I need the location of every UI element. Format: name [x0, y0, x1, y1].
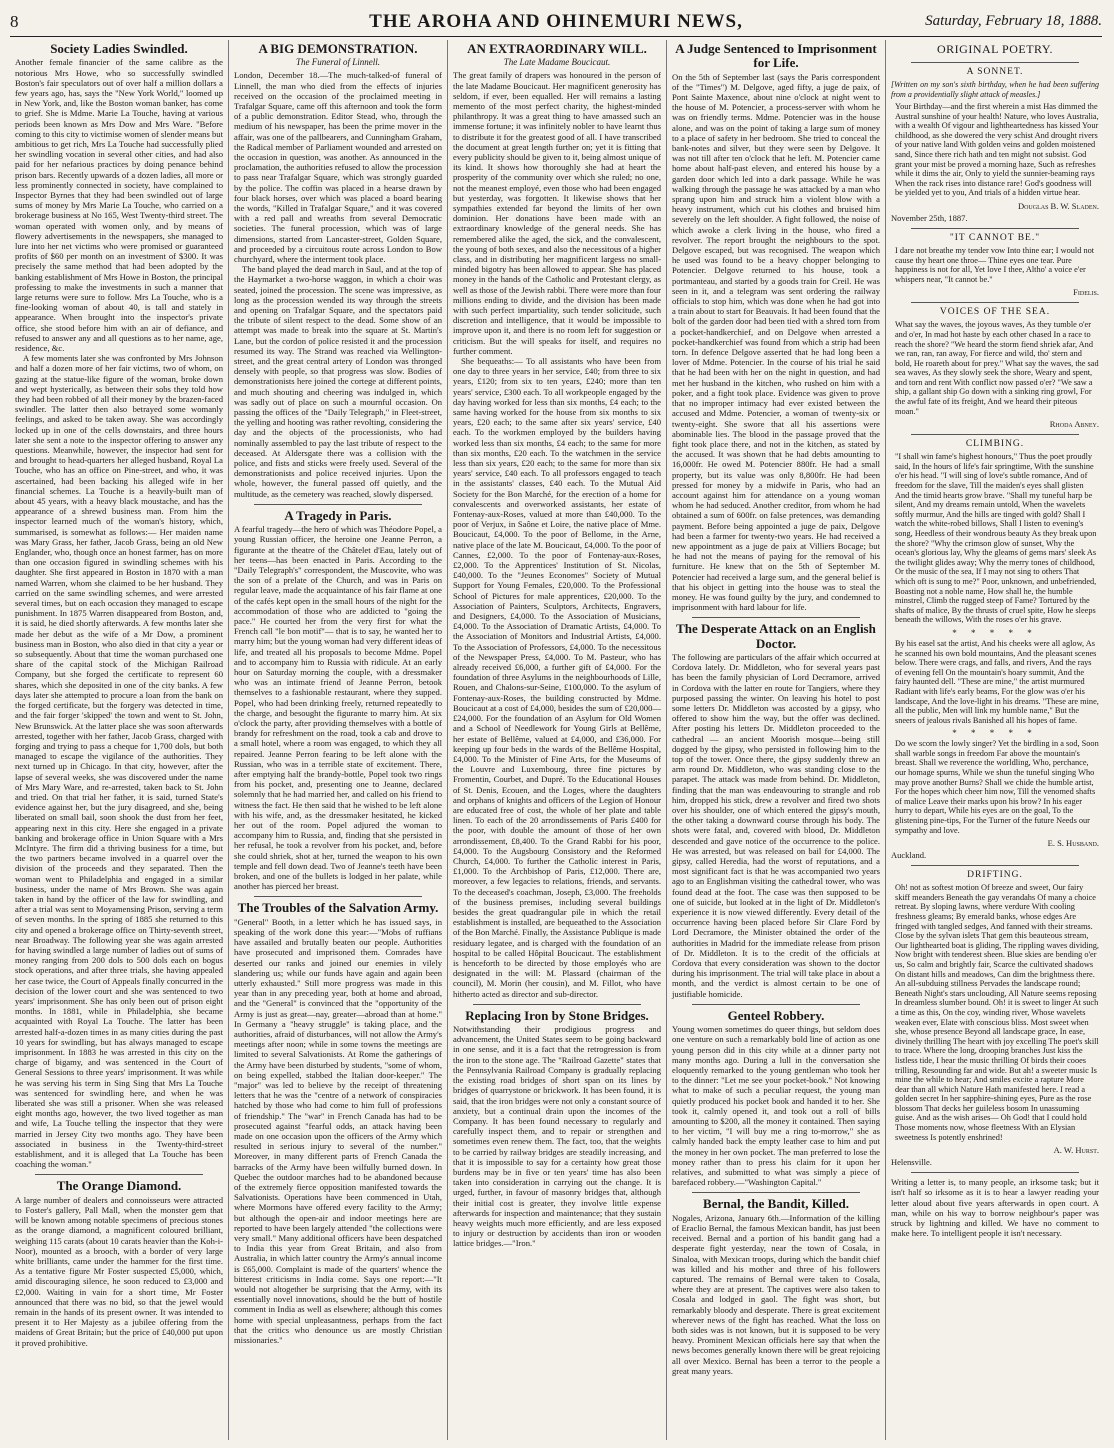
- column-5: [886, 40, 1104, 1440]
- article-title: Genteel Robbery.: [727, 1007, 825, 1023]
- article-body: The great family of drapers was honoured in the person of the late Madame Boucicaut. Her magnificent generosity has seldom, if ever, been equalled. Her will remains a lasting memento of the most perfect charity, the highest-minded philanthropy. It was a great thing to have amassed such an immense fortune; it was infinitely nobler to have learnt thus to distribute it for the greatest good of all. I have transcribed the document at great length further on; yet it is fitting that every publicity should be given to it, being almost unique of its kind. It shows how thoroughly she had at heart the prosperity of the community over which she ruled; no one, not the meanest employé, even those who had been engaged but yesterday, was forgotten. It likewise shows that her sympathies extended far beyond the limits of her own dominion. Her donations have been made with an extraordinary knowledge of the general needs. She has remembered alike the aged, the sick, and the convalescent, the young of both sexes, and also the necessitous of a higher class, and in distributing her magnificent largess no small-minded bigotry has been allowed to appear. She has placed money in the hands of the Catholic and Protestant clergy, as well as those of the Jewish rabbi. There were more than four millions ending to divide, and the division has been made with such perfect impartiality, such tender solicitude, such discretion and intelligence, that it would be impossible to improve upon it, and there is no room left for suggestion or criticism. But the will speaks for itself, and requires no further comment.: [453, 70, 661, 356]
- divider: [692, 1192, 860, 1193]
- poem-title: VOICES OF THE SEA.: [939, 307, 1051, 318]
- poem-dateline: Auckland.: [891, 850, 927, 861]
- article-body: "General" Booth, in a letter which he has issued says, in speaking of the work done this year:—"Mobs of ruffians have assailed and brutally beaten our people. Authorities have prosecuted and imprisoned them. Comrades have deserted our ranks and joined our enemies in vilely slandering us; while our funds have again and again been utterly exhausted." Still more progress was made in this year than in any preceding year, both at home and abroad, and the "General" is convinced that the "opportunity of the Army is just as great—nay, greater—abroad than at home." In Germany a "heavy struggle" is taking place, and the authorities, afraid of disturbances, will not allow the Army's meetings after noon; while in some towns the meetings are limited to several Salvationists. At Rome the gatherings of the Army have been disturbed by students, "some of whom, on being expelled, stabbed the Italian door-keeper." The "major" was led to believe by the receipt of threatening letters that he was the "centre of a network of conspiracies hatched by those who had come to him full of professions of friendship." The "war" in French Canada has had to be prosecuted against "fearful odds, an attack having been made on one occasion upon the officers of the Army which resulted in serious injury to several of the number." Moreover, in many different parts of French Canada the barracks of the Army have been wilfully burned down. In Quebec the outdoor marches had to be abandoned because of the extremely fierce opposition manifested towards the Salvationists. Operations have been commenced in Utah, where Mormons have offered every facility to the Army; but although the open-air and indoor meetings here are reported to have been largely attended "the collections were very small." Many additional officers have been despatched to India this year from Great Britain, and also from Australia, in which latter country the Army's annual income is £65,000. Complaint is made of the quarters' whence the bitterest criticisms in India come. Says one report:—"It would not altogether be surprising that the Army, with its essentially novel innovations, should be the butt of hostile comment in India as well as elsewhere; although this comes home with special unpleasantness, perhaps from the fact that the critics who denounce us are mostly Christian missionaries.": [234, 916, 442, 1346]
- poem-author: Fidelis.: [1073, 287, 1099, 298]
- divider: [254, 504, 422, 505]
- section-break: * * * * *: [952, 728, 1038, 739]
- newspaper-title: THE AROHA AND OHINEMURI NEWS,: [369, 11, 743, 32]
- poem-title: A SONNET.: [966, 67, 1024, 77]
- filler-paragraph: Writing a letter is, to many people, an irksome task; but it isn't half so irksome as it is to hear a lawyer reading your letter aloud about five years afterwards in open court. A man, while on his way to borrow neighbour's paper was struck by lightning and killed. We have no comment to make here. To intelligent people it isn't necessary.: [891, 1177, 1099, 1239]
- article-body: Nogales, Arizona, January 6th.—Information of the killing of Eraclio Bernal, the famous Mexican bandit, has just been received. Bernal and a portion of his bandit gang had a desperate fight yesterday, near the town of Cosala, in Sinaloa, with Mexican troops, during which the bandit chief was killed and his mother and three of his followers captured. The remains of Bernal were taken to Cosala, where they are at present. The captives were also taken to Cosala and lodged in gaol. The fight was short, but remarkably bloody and desperate. There is great excitement wherever news of the fight has reached. What the loss on both sides was is not known, but it is supposed to be very heavy. Prominent Mexican officials here say that when the news becomes generally known there will be great rejoicing all over Mexico. Bernal has been a terror to the people a great many years.: [672, 1212, 880, 1376]
- page-number: 8: [10, 12, 19, 31]
- article-title: A Tragedy in Paris.: [284, 507, 392, 523]
- article-subtitle: The Late Madame Boucicaut.: [503, 57, 611, 68]
- divider: [473, 1004, 641, 1005]
- article-body: Another female financier of the same calibre as the notorious Mrs Howe, who so successfully swindled Boston's fair speculators out of over half a million dollars a few years ago, has, says the "New York World," loomed up in New York, and, like the Boston woman banker, has come to grief. She is Mdme. Marie La Touche, having at various periods been known as Mrs Dow and Mrs Ware. "Before coming to this city to victimise women of slender means but ambitious to get rich, Mrs La Touche had successfully plied her swindling vocation in several other cities, and had also paid for her nefarious practices by doing penance behind prison bars. Recently upwards of a dozen ladies, all more or less prominently connected in society, have complained to Inspector Byrnes that they had been swindled out of large sums of money by Mrs Marie La Touche, who carried on a brokerage business at No 165, West Twenty-third street. The woman operated with women only, and by means of flowery advertisements in the newspapers, she managed to lure into her net victims who were promised or guaranteed profits of $60 per month on an investment of $300. It was precisely the same method that had been adopted by the banking establishment of Mrs Howe in Boston, the principal professing to make the investments in such a manner that large returns were sure to follow. Mrs La Touche, who is a fine-looking woman of about 40, is tall and stately in appearance. When brought into the inspector's private office, she stood before him with an air of defiance, and refused to answer any and all questions as to her name, age, residence, &c.: [15, 57, 223, 353]
- divider: [35, 1174, 203, 1175]
- column-1: [10, 40, 229, 1440]
- poem-text: Do we scorn the lowly singer? Yet the birdling in a sod, Soon shall warble songs in freedom Far above the mountain's breast. Shall we reverence the worldling, Who, perchance, our homage spurns, While we shun the tuneful singing Who may prove another Burns? Shall we chide the humble artist, For the hopes which cheer him now, Till the venomed shafts of malice Leave their marks upon his brow? In his eager hurry to depart, While his eyes are on the goal, To the glistening pine-tips, For the Turner of the future Needs our sympathy and love.: [895, 739, 1099, 835]
- divider: [692, 1004, 860, 1005]
- divider: [254, 896, 422, 897]
- article-body: Young women sometimes do queer things, but seldom does one venture on such a remarkably bold line of action as one young person did in this city while at a dinner party not many months ago. During a lull in the conversation she eloquently remarked to the young gentleman who took her to the dinner: "Let me see your pocket-book." Not knowing what to make of such a peculiar request, the young man quietly produced his pocket book and handed it to her. She took it, calmly opened it, and took out a roll of bills amounting to $200, all the money it contained. Then saying to her victim, "I will buy me a ring to-morrow," she as calmly handed back the empty leather case to him and put the money in her own pocket. The man preferred to lose the money rather than to press his claim for it upon her relatives, and submitted to what was simply a piece of barefaced robbery.—"Washington Capital.": [672, 1024, 880, 1188]
- article-body: She bequeaths:— To all assistants who have been from one day to three years in her service, £40; from three to six years, £120; from six to ten years, £240; more than ten years' service, £300 each. To all workpeople engaged by the day having worked for less than six months, £4 each; to the same having worked for the house from six months to six years, £20 each; to the same after six years' service, £40 each. To the workmen employed by the builders having worked less than six months, £4 each; to the same for more than six months, £20 each. To the watchmen in the service less than six years, £20 each; to the same for more than six years' service, £40 each. To all professors engaged to teach in the assistants' classes, £40 each. To the Mutual Aid Society for the Bon Marché, for the erection of a home for convalescents and overworked assistants, her estate of Fontenay-aux-Roses, valued at more than £40,000. To the poor of Verjux, in Saône et Loire, the native place of Mme. Boucicaut, £4,000. To the poor of Bellome, in the Arne, native place of the late M. Boucicaut, £4,000. To the poor of Cannes, £2,000. To the poor of Fontenay-aux-Roses, £2,000. To the Apprentices' Institution of St. Nicolas, £40,000. To the "Jeunes Economes" Society of Mutual Support for Young Females, £20,000. To the Professional School of Pictures for male apprentices, £20,000. To the Association of Painters, Sculptors, Architects, Engravers, and Designers, £4,000. To the Association of Musicians, £4,000. To the Association of Dramatic Artists, £4,000. To the Association of Monitors and Industrial Artists, £4,000. To the Association of Professors, £4,000. To the necessitous of the Newspaper Press, £4,000. To M. Pasteur, who has already received £6,000, a further gift of £4,000. For the foundation of three Asylums in the neighbourhoods of Lille, Rouen, and Chalons-sur-Seine, £100,000. To the asylum of Fontenay-aux-Roses, the building constructed by Mdme. Boucicaut at a cost of £4,000, besides the sum of £20,000—£24,000. For the foundation of an Asylum for Old Women and a School of Needlework for Young Girls at Bellême, her estate of Bellême, valued at £4,000, and £36,000. For keeping up four beds in the wards of the Bellême Hospital, £4,000. To the Minister of Fine Arts, for the Museums of the Louvre and Luxembourg, three fine pictures by Fromentin, Courbet, and Dupré. To the Educational Houses of St. Denis, Ecouen, and the Loges, where the daughters and orphans of knights and officers of the Legion of Honour are educated free of cost, the whole of her plate and table linen. To each of the 20 arrondissements of Paris £400 for the poor, with double the amount of those of her own arrondissement, £8,400. To the Grand Rabbi for his poor, £4,000. To the Augsbourg Consistory and the Reformed Church, £4,000. To further the Catholic interest in Paris, £1,000. To the Archbishop of Paris, £12,000. There are, moreover, a few legacies to relations, friends, and servants. To the deceased's coachman, Joseph, £3,000. The freeholds of the business premises, including several buildings besides the great quadrangular pile in which the retail establishment is installed, are bequeathed to the Association of the Bon Marché. Finally, the Assistance Publique is made residuary legatee, and is charged with the foundation of an hospital to be called Hôpital Boucicaut. The establishment is henceforth to be directed by those employés who are designated in the will: M. Plassard (chairman of the council), M. Morin (her cousin), and M. Fillot, who have hitherto acted as director and sub-director.: [453, 355, 661, 999]
- article-title: The Desperate Attack on an English Doctor.: [676, 621, 876, 651]
- column-4: [667, 40, 886, 1440]
- poem-author: Douglas B. W. Sladen.: [1017, 200, 1099, 211]
- poem-author: A. W. Hurst.: [1053, 1145, 1099, 1156]
- article-title: A Judge Sentenced to Imprisonment for Life.: [675, 41, 877, 71]
- poem-text: What say the waves, the joyous waves, As they tumble o'er and o'er, In mad hot haste by each other chased In a race to reach the shore? "We heard the storm fiend shriek afar, And we ran, ran, ran away, For fierce and wild, tho' stern and bold, He roareth about for prey." What say the waves, the sad sea waves, As they slowly seek the shore, Weary and spent, and torn and rent With conflict now passed o'er? "We saw a ship, a gallant ship Go down with a sinking ring growl, For the awful fate of its freight, And we heard their piteous moan.": [895, 320, 1099, 416]
- article-title: Bernal, the Bandit, Killed.: [703, 1196, 849, 1212]
- poem-author: E. S. Husband.: [1047, 838, 1099, 849]
- article-body: A fearful tragedy—the hero of which was Théodore Popel, a young Russian officer, the heroine one Jeanne Perron, a figurante at the theatre of the Châtelet d'Eau, lately out of her teens—has been enacted in Paris. According to the "Daily Telegraph's" correspondent, the Muscovite, who was the son of a prelate of the Church, and was in Paris on regular leave, made the acquaintance of his fair flame at one of the cafés kept open in the small hours of the night for the accommodation of those who are addicted to "going the pace." He courted her from the very first for what the French call "le bon motif"— that is to say, he wanted her to marry him; but the young woman had very different ideas of life, and treated all his proposals to become Mdme. Popel and to accompany him to Russia with ridicule. At an early hour on Saturday morning the couple, with a dressmaker who was an intimate friend of Jeanne Perron, betook themselves to a fashionable restaurant, where they supped. Popel, who had been drinking freely, returned repeatedly to the charge, and besought the figurante to marry him. At six o'clock the party, after providing themselves with a bottle of brandy for refreshment on the road, took a cab and drove to a small hotel, where a room was engaged, to which they all repaired. Jeanne Perron fearing to be left alone with the Russian, who was in a terrible state of excitement. There, after emptying half the brandy-bottle, Popel took two rings from his pocket, and, presenting one to Jeanne, declared solemnly that he had married her, and called on his friend to witness the fact. He then said that he wished to be left alone with his wife, and, as the dressmaker hesitated, he kicked her out of the room. Popel adjured the woman to accompany him to Russia, and, finding that she persisted in her refusal, he took a revolver from his pocket, and, before she could shriek, shot at her, turned the weapon to his own temple and fell down dead. Two of Jeanne's teeth have been broken, and one of the bullets is lodged in her palate, while another has pierced her breast.: [234, 524, 442, 892]
- poem-text: Oh! not as softest motion Of breeze and sweet, Our fairy skiff meanders Beneath the gay verandahs Of many a choice retreat. By sloping lawns, where verdure With cooling freshness gleams; By emerald banks, whose edges Are fringed with tangled sedges, And fanned with their streams. Close by the sylvan islets That gem this beauteous stream, Our lighthearted boat is gliding, The rippling waves dividing, Now bright with tenderest sheen. Blue skies are bending o'er us, So calm and brightly fair, Scarce the cultivated shadows On distant hills and meadows, Can dim the brightness there. An all-subduing stillness Pervades the landscape round; Beneath Night's stars unclouding, All Nature seems reposing In dreamless slumber bound. Oh! it is sweet to linger At such a time as this, On the coy, winding river, Whose wavelets weaken ever, Elate with conscious bliss. Most sweet when she, whose presence Beyond all landscape grace, In ease, divinely thrilling The heart with joy excelling The poet's skill to trace. Where the long, drooping branches Just kiss the listless tide, I hear the music thrilling Of birds their cooes trilling, Resounding far and wide. But ah! a sweeter music Is mine the while to hear; And smiles excite a rapture More dear than all which Nature Hath manifested here. I read a golden secret In her sapphire-shining eyes, Pure as the rose blossom That decks her guileless bosom In unassuming guise. And as the wish arises— Oh God! that I could hold Those moments now, whose fleetness With an Elysian sweetness Is potently enshrined!: [895, 883, 1100, 1142]
- poem-title: "IT CANNOT BE.": [949, 232, 1041, 243]
- poem-title: DRIFTING.: [967, 870, 1023, 881]
- section-break: * * * * *: [952, 627, 1038, 638]
- article-subtitle: The Funeral of Linnell.: [296, 57, 380, 68]
- article-title: Replacing Iron by Stone Bridges.: [465, 1007, 649, 1023]
- column-2: [229, 40, 448, 1440]
- issue-date: Saturday, February 18, 1888.: [925, 13, 1102, 29]
- poem-text: "I shall win fame's highest honours," Thus the poet proudly said, In the hours of life's fair springtime, With the sunshine o'er his head. "I will sing of love's subtle romance, And of freedom for the slave, Till the maiden's eyes shall glisten And the timid hearts grow brave. "Shall my tuneful harp be silent, And my dreams remain untold, When the wavelets softly murmur, And the hills are tinged with gold? Shall I watch the white-robed billows, Shall I listen to evening's song, Heedless of their wondrous beauty As they break upon the shore? "Why the crimson glow of sunset, Why the ocean's glorious lay, Why the gleams of gems mars' sleek As the twilight glides away; Why the merry tones of childhood, Or the music of the sea, If I may not sing to others That which oft is sung to me?" Poor, unknown, and unbefriended, Boasting not a noble name, How shall he, the humble minstrel, Climb the rugged steep of Fame? Tortured by the shafts of malice, By the thrusts of cruel spite, How he sleeps beneath the willows, With the roses o'er his grave.: [895, 452, 1097, 625]
- article-body: The following are particulars of the affair which occurred at Cordova lately. Dr. Middleton, who for several years past has been the family physician of Lord Decramore, arrived in Cordova with the latter en route for Tangiers, where they purposed passing the winter. On leaving his hotel to post some letters Dr. Middleton was accosted by a gipsy, who offered to show him the way, but the offer was declined. After posting his letters Dr. Middleton proceeded to the cathedral — an ancient Moorish mosque—being still dogged by the gipsy, who persisted in following him to the top of the tower. Once there, the gipsy suddenly threw an arm round Dr. Middleton, who was standing close to the parapet. The attack was made from behind. Dr. Middleton, finding that the man was endeavouring to strangle and rob him, dropped his stick, drew a revolver and fired two shots over his shoulder, one of which entered the gipsy's mouth, the other taking a downward course through his body. The shots were fatal, and, covered with blood, Dr. Middleton descended and gave notice of the occurrence to the police. He was arrested, but was released on bail for £4,000. The gipsy, called Heredia, had the worst of reputations, and a most significant fact is that he was accompanied two years ago to an Englishman visiting the cathedral tower, who was found dead at the foot. The case was then supposed to be one of suicide, but looked at in the light of Dr. Middleton's experience it is now viewed differently. Every detail of the occurrence having been placed before Sir Clare Ford by Lord Decramore, the Minister obtained the order of the authorities in Madrid for the immediate release from prison of Dr. Middleton. It is to the credit of the officials at Cordova that every consideration was shown to the doctor during his imprisonment. The trial will take place in about a month, and the verdict is almost certain to be one of justifiable homicide.: [672, 651, 880, 999]
- poem-author: Rhoda Abney.: [1049, 419, 1099, 430]
- poem-dateline: Helensville.: [891, 1157, 932, 1168]
- masthead: [10, 10, 1102, 37]
- divider: [911, 434, 1079, 435]
- article-body: The band played the dead march in Saul, and at the top of the Haymarket a two-horse waggon, in which a choir was seated, joined the procession. The scene was impressive, as long as the procession wended its way through the streets and opening on Trafalgar Square, and the spectators paid the tribute of silent respect to the dead. Some show of an attempt was made to break into the square at St. Martin's Lane, but the cordon of police resisted it and the procession resumed its way. The Strand was reached via Wellington-street, and the great central artery of London was thronged densely with people, so that progress was slow. Bodies of demonstrationists here joined the cortege at different points, and much shouting and cheering was indulged in, which was sadly out of place on such a mournful occasion. On passing the offices of the "Daily Telegraph," in Fleet-street, the yelling and hooting was rather revolting, considering the day and the objects of the processionists, who had nominally assembled to pay the last tribute of respect to the deceased. At Aldersgate there was a collision with the police, and fists and sticks were freely used. Several of the demonstrationists and police received injuries. Upon the whole, however, the funeral passed off quietly, and the multitude, as the cemetery was reached, slowly dispersed.: [234, 264, 442, 499]
- divider: [911, 865, 1079, 866]
- article-title: A BIG DEMONSTRATION.: [258, 41, 418, 56]
- divider: [911, 228, 1079, 229]
- section-heading: ORIGINAL POETRY.: [936, 42, 1053, 56]
- divider: [692, 617, 860, 618]
- article-body: A large number of dealers and connoisseurs were attracted to Foster's gallery, Pall Mall, when the monster gem that will be known among notable specimens of precious stones as the orange diamond, a magnificent coloured brilliant, weighing 115 carats (about 10 carats heavier than the Koh-i-Noor), mounted as a brooch, with a border of very large white brilliants, came under the hammer for the first time. As a tentative figure Mr Foster suspected £5,000, which, amid discouraging silence, he soon reduced to £3,000 and £2,000. Waiting in vain for a short time, Mr Foster announced that there was no bid, so that the jewel would remain in the hands of its present owner. It was intended to present it to Her Majesty as a jubilee offering from the maidens of Great Britain; but the price of £40,000 put upon it proved prohibitive.: [15, 1194, 224, 1348]
- poem-text: Your Birthday—and the first wherein a mist Has dimmed the Austral sunshine of your health! Nature, who loves Australia, with a wealth Of vigour and lightheartedness has kissed Your childhood, as she dowered the very schist And drought rivers of your native land With golden veins and golden moistened sand, Since there rich hath and ten might not subsist. God grant your mist be proved a morning haze, Such as refreshes while it dims the air, Only to yield the sunnier-beaming rays When the rack rises into distance rare! God's goodness will be yielded yet to you, And trials of a hidden virtue hear.: [895, 102, 1099, 198]
- poem-note: [Written on my son's sixth birthday, when he had been suffering from a providentially slight attack of measles.]: [891, 80, 1099, 99]
- poem-dateline: November 25th, 1887.: [891, 212, 968, 223]
- article-title: Society Ladies Swindled.: [50, 41, 188, 56]
- poem-text: I dare not breathe my tender vow Into thine ear; I would not cause thy heart one throe— Thine eyes one tear. Pure happiness is not for all, Yet love I thee, Altho' a voice e'er whispers near, "It cannot be.": [895, 245, 1095, 284]
- poem-title: CLIMBING.: [965, 439, 1025, 450]
- article-body: A few moments later she was confronted by Mrs Johnson and half a dozen more of her fair victims, two of whom, on gazing at the statue-like figure of the woman, broke down and wept hysterically, as between their sobs they told how they had been robbed of all their money by the brazen-faced swindler. The latter then also betrayed some womanly feelings, and asked to be taken away. She was accordingly locked up in one of the cells downstairs, and three hours later she sent a note to the inspector offering to answer any questions. Meanwhile, however, the inspector had sent for and brought to head-quarters her alleged husband, Royal La Touche, who has an office on Pine-street, and who, it was ascertained, had been backing his alleged wife in her financial schemes. La Touche is a heavily-built man of about 45 years, with a heavy black moustache, and has the appearance of a shrewd business man. From him the inspector learned much of the woman's history, which, summarised, is somewhat as follows:— Her maiden name was Mary Grass, her father, Jacob Grass, being an old New Englander, who, though once an honest farmer, has on more than one occasion figured in swindling schemes with his daughter. She first appeared in Boston in 1870 with a man named Warren, whom she claimed to be her husband. They carried on the same swindling schemes, and were arrested several times, but on each occasion they managed to escape punishment. In 1875 Warren disappeared from Boston, and, it is said, he died shortly afterwards. A few months later she made her debut as the wife of a Mr Dow, a prominent business man in Boston, who also died in that city a year or so subsequently. About that time the woman purchased one share of the capital stock of the Michigan Railroad Company, but she forged the certificate to represent 60 shares, which she deposited in one of the city banks. A few days later she attempted to procure a loan from the bank on the forged certificate, but the forgery was detected in time, and the fair forger 'skipped' the town and went to St. John, New Brunswick. At the latter place she was soon afterwards arrested, together with her father, Jacob Grass, charged with forging and trying to pass a cheque for 1,700 dols, but both managed to escape the vigilance of the authorities. They next turned up in Chicago. In that city, however, after the lapse of several weeks, she was discovered under the name of Mrs Mary Ware, and re-arrested, taken back to St. John and tried. On that trial her father, it is said, turned State's evidence against her, but the jury disagreed, and she, being liberated on small bail, soon shook the dust from her feet, appearing next in this city. Here she engaged in a private banking and brokerage office in Union Square with a Mrs McIntyre. The firm did a thriving business for a time, but the two partners became involved in a quarrel over the division of the proceeds and they separated. Then the woman went to Philadelphia and engaged in a similar business, under the name of Mrs Brown. She was again taken in hand by the officer of the law for swindling, and after a trial was sent to Moyamensing Prison, serving a term of seven months. In the spring of 1885 she returned to this city and opened a brokerage office on Thirty-seventh street, near Broadway. The following year she was again arrested for having swindled a large number of ladies out of sums of money ranging from 200 dols to 500 dols each on bogus stock operations, and after three trials, she having appealed her case twice, the Court of Appeals finally concurred in the decision of the lower court and she was sentenced to two years' imprisonment. She has only been out of prison eight months. In 1881, while in Philadelphia, she became acquainted with Royal La Touche. The latter has been arrested half-a-dozen times in as many cities during the past 10 years for swindling, but has always managed to escape imprisonment. In 1883 he was arrested in this city on the charge of bigamy, and was sentenced in the Court of General Sessions to three years' imprisonment. It was while he was serving his term in Sing Sing that Mrs La Touche was sentenced for swindling here, and when he was liberated she was still a prisoner. When she was released eight months ago, however, the two lived together as man and wife, La Touche telling the inspector that they were married in Jersey City two months ago. They have been associated in business in the Twenty-third-street establishment, and it is alleged that La Touche has been coaching the woman.": [15, 353, 223, 1170]
- article-title: AN EXTRAORDINARY WILL.: [467, 41, 647, 56]
- article-title: The Orange Diamond.: [56, 1178, 182, 1194]
- divider: [911, 302, 1079, 303]
- divider: [911, 1172, 1079, 1173]
- article-body: On the 5th of September last (says the Paris correspondent of the "Times") M. Delgove, aged fifty, a juge de paix, of Pont Sainte Maxence, about nine o'clock at night went to the house of M. Potencier, a process-server with whom he was on friendly terms. Mdme. Potencier was in the house alone, and was on the point of taking a large sum of money to a place of safety in her bedroom. She tried to conceal the bank-notes and silver, but they were seen by Delgove. It was not till after ten o'clock that he left. M. Potencier came home about half-past eleven, and entered his house by a garden door which led into a dark passage. While he was walking through the passage he was attacked by a man who sprang upon him and struck him a violent blow with a heavy instrument, which cut his clothes and bruised him severely on the left shoulder. A fight followed, the noise of which awoke a clerk living in the house, who fired a revolver. The report brought the neighbours to the spot. Delgove escaped, but was recognised. The weapon which he used was found to be a heavy chopper belonging to Potencier. Delgove returned to his house, took a portmanteau, and started by a goods train for Creil. He was seen in it, and a telegram was sent ordering the railway officials to stop him, which was done when he had got into a train about to start for Beauvais. It had been found that the bolt of the garden door had been tied with a shred torn from a pocket-handkerchief, and on Delgove when arrested a pocket-handkerchief was found from which a strip had been torn. In defence Delgove asserted that he had long been a lover of Mdme. Potencier. In the course of his trial he said that he had been with her on the night in question, and had met her husband in the kitchen, who rushed on him with a poker, and a fight took place. Evidence was given to prove that no improper intimacy had ever existed between the accused and Mdme. Potencier, a woman of twenty-six or twenty-eight. She swore that all his assertions were abominable lies. The blood in the passage proved that the fight took place there, and not in the kitchen, as stated by the accused. It was shown that he had debts amounting to 16,000fr. He owed M. Potencier 880fr. He had a small property, but its value was only 8,800fr. He had been pressed for money by a midwife in Paris, who had an account against him for attendance on a young woman whom he had seduced. Another creditor, from whom he had obtained a sum of 600fr. on false pretences, was demanding payment. Before being appointed a juge de paix, Delgove had been a farmer for twenty-two years. He had received a new appointment as a juge de paix at Villiers Bocage; but he had not the means of paying for the removal of his furniture. He knew that on the 5th of September M. Potencier had received a large sum, and the general belief is that his object in getting into the house was to steal the money. He was found guilty by the jury, and condemned to imprisonment with hard labour for life.: [672, 71, 880, 613]
- poem-text: By his easel sat the artist, And his cheeks were all aglow, As he scanned his own bold mountains, And the pleasant scenes below. There were crags, and falls, and rivers, And the rays of evening fell On the mountain's hoary summit, And the fairy haunted dell. "These are mine," the artist murmured Radiant with life's early beams, For the glow was o'er his landscape, And the love-light in his dreams. "These are mine, all the public, Men will link my humble name," But the sneers of jealous rivals Banished all his hopes of fame.: [895, 638, 1099, 725]
- article-body: London, December 18.—The much-talked-of funeral of Linnell, the man who died from the effects of injuries received on the occasion of the proclaimed meeting in Trafalgar Square, came off this afternoon and took the form of a public demonstration. Editor Stead, who, through the medium of his newspaper, has been the prime mover in the affair, was one of the pallbearers, and Cunningham Graham, the Radical member of Parliament wounded and arrested on the occasion in question, was another. As announced in the proclamation, the authorities refused to allow the procession to pass near Trafalgar Square, which was strongly guarded by the police. The coffin was placed in a hearse drawn by four black horses, over which was placed a board bearing the words, "Killed in Trafalgar Square," and it was covered with a red pall and wreaths from several Democratic societies. The funeral procession, which was of large dimensions, started from Lancaster-street, Golden Square, and proceeded by a circuitous route across London to Bow churchyard, where the interment took place.: [234, 70, 442, 264]
- article-body: Notwithstanding their prodigious progress and advancement, the United States seem to be going backward in one sense, and it is a fact that the retrogression is from the iron to the stone age. The "Railroad Gazette" states that the Pennsylvania Railroad Company is gradually replacing the existing road bridges of short span on its lines by bridges of quarrystone or brickwork. It has been found, it is said, that the iron bridges were not only a constant source of anxiety, but a continual drain upon the incomes of the Company. It has been found necessary to regularly and carefully inspect them, and to repair or strengthen and sometimes even renew them. The fact, too, that the weights to be carried by railway bridges are steadily increasing, and that it is impossible to say for a certainty how great those burdens may be in five or ten years' time has also been taken into consideration in carrying out the change. It is urged, further, in favour of masonry bridges that, although their initial cost is greater, they involve little expense afterwards for inspection and maintenance; that they sustain heavy weights much more efficiently, and are less exposed to injury or destruction by accidents than iron or wooden lattice bridges.—"Iron.": [453, 1024, 661, 1249]
- columns: [10, 40, 1104, 1440]
- column-3: [448, 40, 667, 1440]
- divider: [911, 62, 1079, 63]
- article-title: The Troubles of the Salvation Army.: [237, 900, 439, 916]
